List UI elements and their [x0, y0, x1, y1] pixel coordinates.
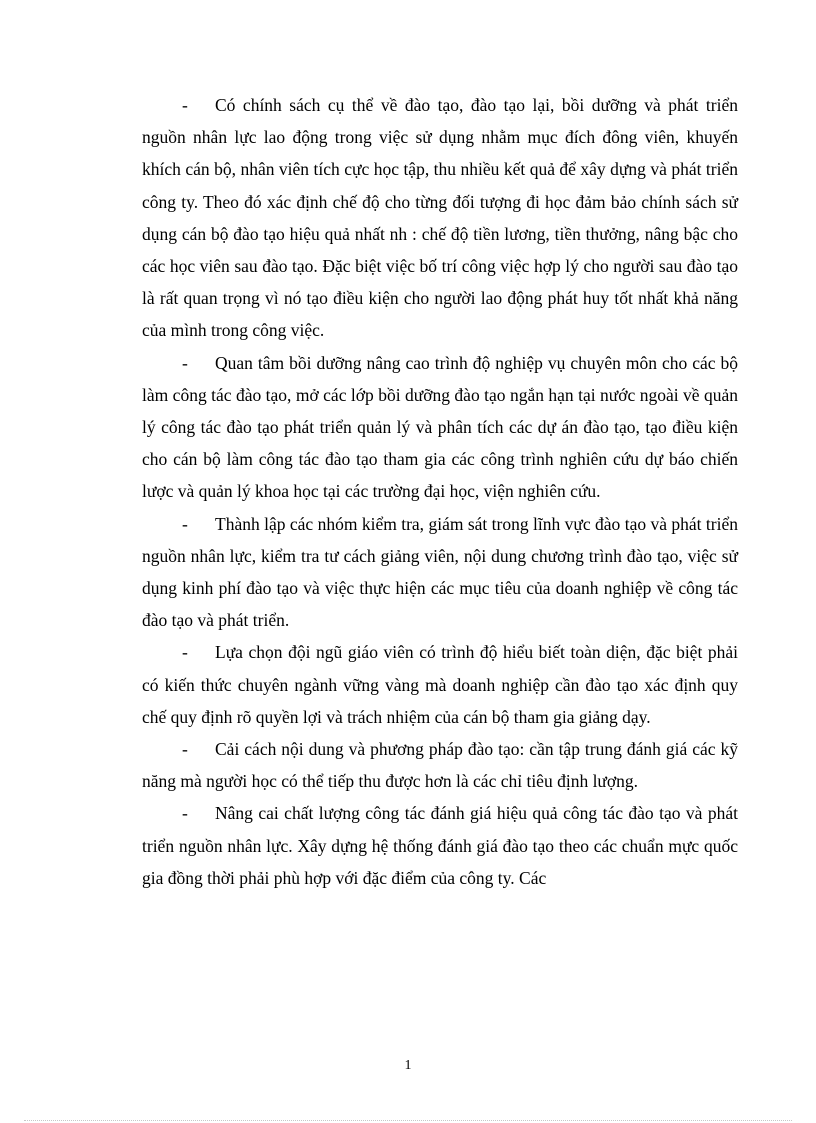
bullet-dash: - — [182, 739, 188, 760]
bullet-paragraph — [142, 636, 738, 733]
bullet-dash: - — [182, 803, 188, 824]
bullet-dash: - — [182, 642, 188, 663]
page-bottom-divider — [24, 1120, 792, 1121]
page-number: 1 — [404, 1058, 412, 1073]
paragraph-text: Thành lập các nhóm kiểm tra, giám sát trong lĩnh vực đào tạo và phát triển nguồn nhân lực, kiểm tra tư cách giảng viên, nội dung chương trình đào tạo, việc sử dụng kinh phí đào tạo và việc thực hiện các mục tiêu của doanh nghiệp về công tác đào tạo và phát triển. — [142, 513, 738, 631]
paragraph-text: Nâng cai chất lượng công tác đánh giá hiệu quả công tác đào tạo và phát triển nguồn nhân lực. Xây dựng hệ thống đánh giá đào tạo theo các chuẩn mực quốc gia đồng thời phải phù hợp với đặc điểm của công ty. Các — [142, 803, 738, 888]
document-body — [142, 89, 738, 894]
paragraph-text: Cải cách nội dung và phương pháp đào tạo: cần tập trung đánh giá các kỹ năng mà người học có thể tiếp thu được hơn là các chỉ tiêu định lượng. — [142, 739, 738, 792]
paragraph-text: Có chính sách cụ thể về đào tạo, đào tạo lại, bồi dưỡng và phát triển nguồn nhân lực lao động trong việc sử dụng nhằm mục đích đông viên, khuyến khích cán bộ, nhân viên tích cực học tập, thu nhiều kết quả để xây dựng và phát triển công ty. Theo đó xác định chế độ cho từng đối tượng đi học đảm bảo chính sách sử dụng cán bộ đào tạo hiệu quả nhất nh : chế độ tiền lương, tiền thưởng, nâng bậc cho các học viên sau đào tạo. Đặc biệt việc bố trí công việc hợp lý cho người sau đào tạo là rất quan trọng vì nó tạo điều kiện cho người lao động phát huy tốt nhất khả năng của mình trong công việc. — [142, 95, 738, 341]
paragraph-text: Lựa chọn đội ngũ giáo viên có trình độ hiểu biết toàn diện, đặc biệt phải có kiến thức chuyên ngành vững vàng mà doanh nghiệp cần đào tạo xác định quy chế quy định rõ quyền lợi và trách nhiệm của cán bộ tham gia giảng dạy. — [142, 642, 738, 727]
bullet-dash: - — [182, 513, 188, 534]
bullet-paragraph — [142, 797, 738, 894]
bullet-paragraph — [142, 508, 738, 637]
bullet-paragraph — [142, 733, 738, 797]
paragraph-text: Quan tâm bồi dưỡng nâng cao trình độ nghiệp vụ chuyên môn cho các bộ làm công tác đào tạo, mở các lớp bồi dưỡng đào tạo ngắn hạn tại nước ngoài về quản lý công tác đào tạo phát triển quản lý và phân tích các dự án đào tạo, tạo điều kiện cho cán bộ làm công tác đào tạo tham gia các công trình nghiên cứu dự báo chiến lược và quản lý khoa học tại các trường đại học, viện nghiên cứu. — [142, 352, 738, 502]
bullet-paragraph — [142, 89, 738, 347]
bullet-dash: - — [182, 95, 188, 115]
bullet-dash: - — [182, 352, 188, 373]
bullet-paragraph — [142, 347, 738, 508]
